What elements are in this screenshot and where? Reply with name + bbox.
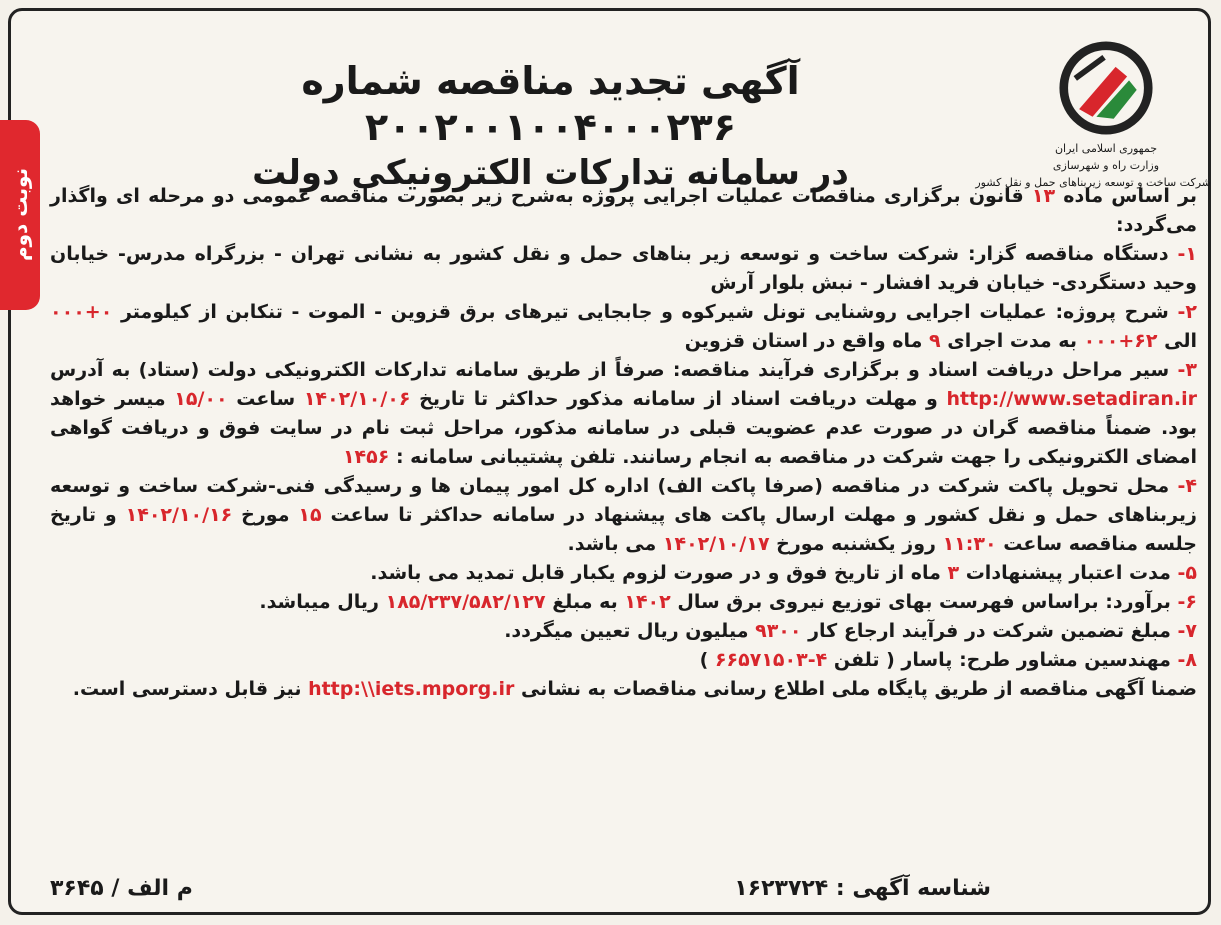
closing-paragraph: ضمنا آگهی مناقصه از طریق پایگاه ملی اطلاع رسانی مناقصات به نشانی http:\\iets.mporg.ir نیز قابل دسترسی است. [72,678,1197,700]
logo-line-3: شرکت ساخت و توسعه زیربناهای حمل و نقل کشور [975,176,1211,189]
item-1: ۱- دستگاه مناقصه گزار: شرکت ساخت و توسعه زیر بناهای حمل و نقل کشور به نشانی تهران - بزرگراه مدرس- خیابان وحید دستگردی- خیابان فرید افشار - نبش بلوار آرش [50,243,1198,294]
notice-code: م الف / ۳۶۴۵ [50,875,193,901]
logo-line-1: جمهوری اسلامی ایران [1054,142,1158,155]
item-2: ۲- شرح پروژه: عملیات اجرایی روشنایی تونل شیرکوه و جابجایی تیرهای برق قزوین - الموت - تنکابن از کیلومتر ۰+۰۰۰ الی ۶۲+۰۰۰ به مدت اجرای ۹ ماه واقع در استان قزوین [50,301,1197,352]
round-tab [0,120,40,310]
notice-id: شناسه آگهی : ۱۶۲۳۷۲۴ [734,875,991,901]
intro-paragraph: بر اساس ماده ۱۳ قانون برگزاری مناقصات عملیات اجرایی پروژه به‌شرح زیر بصورت مناقصه عمومی دو مرحله ای واگذار می‌گردد: [50,185,1197,236]
title-line-1: آگهی تجدید مناقصه شماره ۲۰۰۲۰۰۱۰۰۴۰۰۰۲۳۶ [301,59,800,149]
notice-body [50,182,1197,704]
logo-line-2: وزارت راه و شهرسازی [1052,159,1160,172]
notice-footer [50,868,991,908]
item-6: ۶- برآورد: براساس فهرست بهای توزیع نیروی برق سال ۱۴۰۲ به مبلغ ۱۸۵/۲۳۷/۵۸۲/۱۲۷ ریال میباشد. [259,591,1197,613]
item-5: ۵- مدت اعتبار پیشنهادات ۳ ماه از تاریخ فوق و در صورت لزوم یکبار قابل تمدید می باشد. [370,562,1197,584]
notice-title [120,58,981,196]
title-line-2: در سامانه تدارکات الکترونیکی دولت [252,153,849,193]
item-4: ۴- محل تحویل پاکت شرکت در مناقصه (صرفا پاکت الف) اداره کل امور پیمان ها و رسیدگی فنی-شرکت ساخت و توسعه زیربناهای حمل و نقل کشور و مهلت ارسال پاکت های پیشنهاد در سامانه حداکثر تا ساعت ۱۵ مورخ ۱۴۰۲/۱۰/۱۶ و تاریخ جلسه مناقصه ساعت ۱۱:۳۰ روز یکشنبه مورخ ۱۴۰۲/۱۰/۱۷ می باشد. [50,475,1197,555]
round-tab-label: نوبت دوم [8,168,32,262]
item-8: ۸- مهندسین مشاور طرح: پاسار ( تلفن ۴-۶۶۵۷۱۵۰۳ ) [699,649,1197,671]
iets-link[interactable]: http:\\iets.mporg.ir [308,678,515,700]
item-7: ۷- مبلغ تضمین شرکت در فرآیند ارجاع کار ۹۳۰۰ میلیون ریال تعیین میگردد. [504,620,1197,642]
setad-link[interactable]: http://www.setadiran.ir [946,388,1197,410]
road-logo-icon [1058,40,1154,136]
item-3: ۳- سیر مراحل دریافت اسناد و برگزاری فرآیند مناقصه: صرفاً از طریق سامانه تدارکات الکترونیکی دولت (ستاد) به آدرس http://www.setadiran.ir و مهلت دریافت اسناد از سامانه مذکور حداکثر تا تاریخ ۱۴۰۲/۱۰/۰۶ ساعت ۱۵/۰۰ میسر خواهد بود. ضمناً مناقصه گران در صورت عدم عضویت قبلی در سامانه مذکور، مراحل ثبت نام در سایت فوق و دریافت گواهی امضای الکترونیکی را جهت شرکت در مناقصه به انجام رسانند. تلفن پشتیبانی سامانه : ۱۴۵۶ [50,359,1198,468]
